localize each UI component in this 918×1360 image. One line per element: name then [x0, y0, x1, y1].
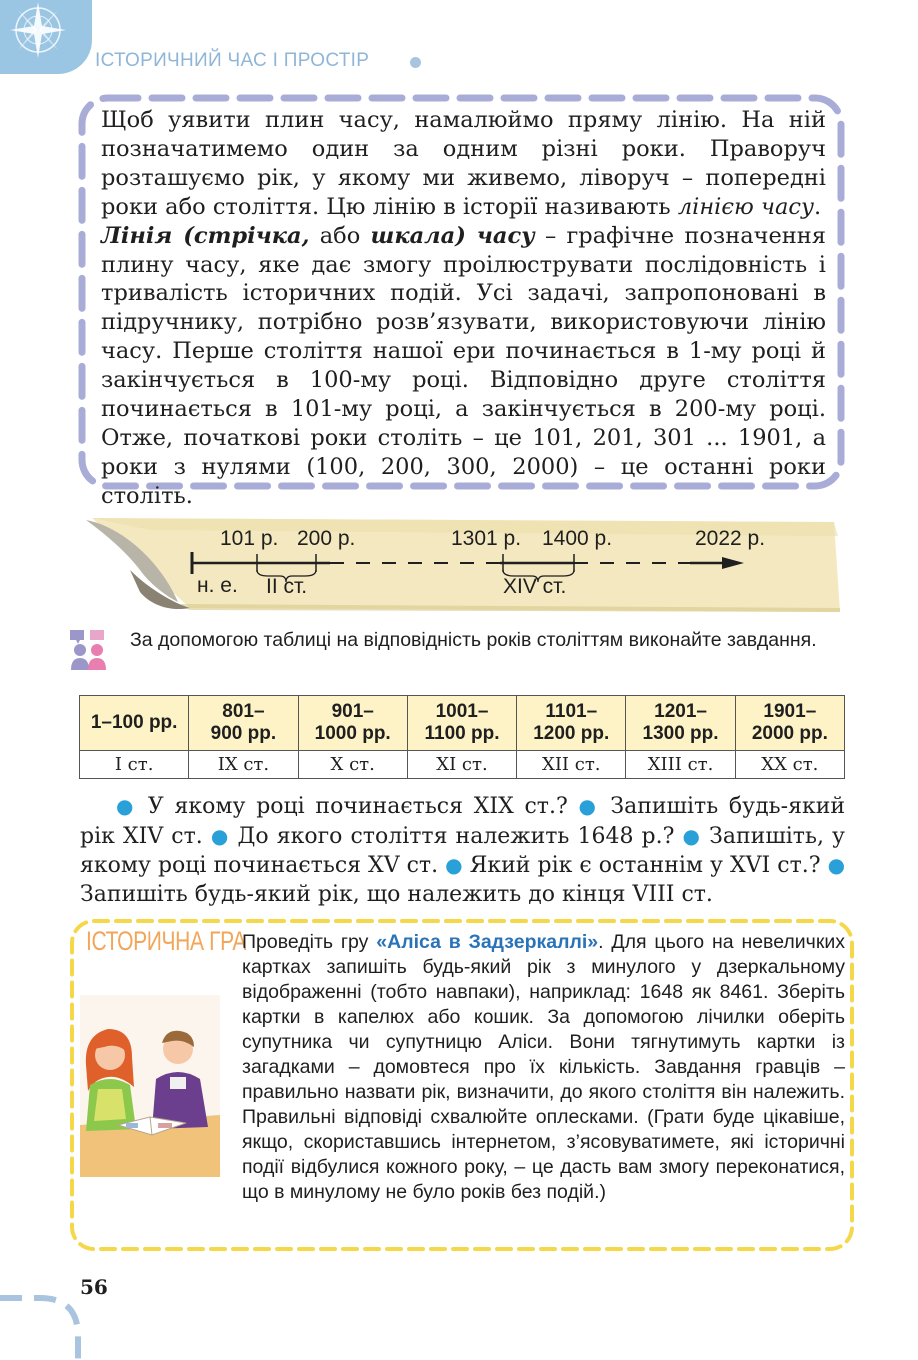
question-item: Який рік є останнім у XVI ст.?: [469, 853, 821, 878]
header-dot: [410, 57, 421, 68]
label-1301: 1301 р.: [451, 527, 522, 550]
game-name: «Аліса в Задзеркаллі»: [376, 931, 599, 953]
table-cell: XII ст.: [517, 751, 626, 779]
table-header-cell: 801– 900 рр.: [189, 696, 298, 751]
label-101: 101 р.: [220, 527, 279, 550]
bullet-icon: ●: [210, 823, 230, 848]
bullet-icon: ●: [116, 794, 138, 818]
table-cell: IX ст.: [189, 751, 298, 779]
bullet-icon: ●: [445, 853, 463, 877]
label-1400: 1400 р.: [542, 527, 613, 550]
intro-text: [101, 106, 826, 511]
questions-paragraph: [80, 792, 845, 909]
game-heading: ІСТОРИЧНА ГРА: [86, 926, 247, 956]
game-text-after: . Для цього на невеличких картках запишіть будь-який рік з минулого у дзеркальному відображенні (тобто навпаки), наприклад: 1648 як 8461. Зберіть картки в капелюх або кошик. За допомогою лічилки оберіть супутника чи супутницю Аліси. Вони тягнутимуть картки із загадками – домовтеся про їх кількість. Завдання гравців – правильно назвати рік, визначити, до якого століття він належить. Правильні відповіді схвалюйте оплесками. (Грати буде цікавіше, якщо, скориставшись інтернетом, з’ясовуватимете, які історичні події відбулися кожного року, – це дасть вам змогу переконатися, що в минулому не було років без подій.): [242, 931, 845, 1203]
table-header-cell: 1001– 1100 рр.: [407, 696, 516, 751]
term-line-ribbon: Лінія (стрічка,: [101, 222, 310, 249]
section-title: ІСТОРИЧНИЙ ЧАС І ПРОСТІР: [95, 50, 370, 71]
question-item: Запишіть будь-який рік, що належить до кінця VIII ст.: [80, 881, 713, 907]
intro-paragraph-2: [101, 222, 826, 511]
task-people-icon: [70, 628, 110, 672]
bullet-icon: ●: [682, 823, 702, 848]
table-cell: XIII ст.: [626, 751, 735, 779]
game-paragraph: [242, 930, 845, 1205]
question-item: Запишіть, у якому році починається XV ст.: [80, 823, 845, 878]
label-200: 200 р.: [297, 527, 356, 550]
intro-p1-end: .: [814, 193, 822, 220]
compass-rose-icon: [0, 0, 92, 74]
question-item: До якого століття належить 1648 р.?: [237, 823, 675, 849]
table-cell: XX ст.: [735, 751, 844, 779]
label-c2: II ст.: [266, 575, 308, 598]
game-text: [242, 930, 845, 1205]
compass-corner: [0, 0, 92, 74]
bullet-icon: ●: [578, 794, 600, 818]
term-time-line: лінією часу: [677, 193, 815, 220]
table-header-cell: 1101– 1200 рр.: [517, 696, 626, 751]
children-reading-illustration: [80, 995, 220, 1177]
label-era: н. е.: [197, 574, 238, 597]
table-header-row: [80, 696, 845, 751]
table-cell: X ст.: [298, 751, 407, 779]
game-text-before: Проведіть гру: [242, 931, 377, 953]
footer-dashed-corner: [0, 1280, 100, 1360]
page-number: 56: [80, 1275, 108, 1299]
label-2022: 2022 р.: [695, 527, 766, 550]
intro-paragraph-1: [101, 106, 826, 222]
table-header-cell: 1901– 2000 рр.: [735, 696, 844, 751]
table-cell: XI ст.: [407, 751, 516, 779]
question-item: У якому році починається XIX ст.?: [147, 794, 568, 819]
label-c14: XIV ст.: [503, 575, 567, 598]
table-header-cell: 901– 1000 рр.: [298, 696, 407, 751]
questions: [80, 792, 845, 909]
table-row: [80, 751, 845, 779]
term-scale: шкала) часу: [370, 222, 535, 249]
table-header-cell: 1–100 рр.: [80, 696, 189, 751]
table-header-cell: 1201– 1300 рр.: [626, 696, 735, 751]
bullet-icon: ●: [827, 853, 846, 877]
task-instruction: За допомогою таблиці на відповідність років століттям виконайте завдання.: [130, 629, 817, 651]
table-cell: I ст.: [80, 751, 189, 779]
intro-p2-text: – графічне позначення плину часу, яке дає змогу проілюструвати послідовність і тривалість історичних подій. Усі задачі, запропоновані в підручнику, потрібно розв’язувати, використовуючи лінію часу. Перше століття нашої ери починається в 1-му році й закінчується в 100-му році. Відповідно друге століття починається в 101-му році, а закінчується в 200-му році. Отже, початкові роки століть – це 101, 201, 301 ... 1901, а роки з нулями (100, 200, 300, 2000) – це останні роки століть.: [101, 222, 826, 509]
centuries-table: [79, 695, 845, 779]
intro-p1-text: Щоб уявити плин часу, намалюймо пряму лінію. На ній позначатимемо один за одним різні роки. Праворуч розташуємо рік, у якому ми живемо, ліворуч – попередні роки або століття. Цю лінію в історії називають: [101, 107, 826, 220]
question-item: Запишіть будь-який рік XIV ст.: [80, 794, 846, 849]
intro-p2-mid: або: [309, 222, 371, 249]
timeline-scroll: [0, 500, 918, 630]
